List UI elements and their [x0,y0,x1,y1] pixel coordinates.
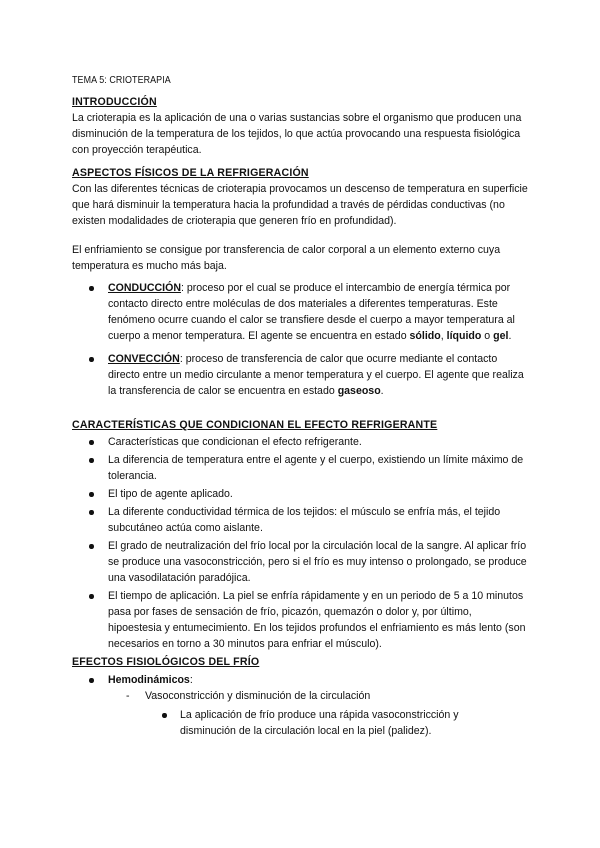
list-item [72,434,528,450]
sub-item-text: Vasoconstricción y disminución de la circulación [145,690,371,702]
bullet-icon [89,594,94,599]
list-item-hemodinamicos [72,672,528,688]
list-item [72,486,528,502]
hemodinamicos-label: Hemodinámicos [108,674,190,686]
aspectos-list [72,280,528,399]
list-item [72,504,528,536]
bullet-icon [89,510,94,515]
heading-introduccion: INTRODUCCIÓN [72,96,157,108]
colon: : [189,674,193,686]
efectos-list [72,672,528,688]
heading-efectos: EFECTOS FISIOLÓGICOS DEL FRÍO [72,656,260,668]
heading-aspectos-fisicos: ASPECTOS FÍSICOS DE LA REFRIGERACIÓN [72,167,309,179]
sub-sub-item [144,707,484,739]
heading-caracteristicas: CARACTERÍSTICAS QUE CONDICIONAN EL EFECTO REFRIGERANTE [72,419,438,431]
list-item-text: La diferencia de temperatura entre el agente y el cuerpo, existiendo un límite máximo de tolerancia. [108,454,524,482]
term-conveccion: CONVECCIÓN [108,353,180,365]
period: . [380,385,384,397]
list-item-conveccion [72,351,528,399]
intro-paragraph: La crioterapia es la aplicación de una o varias sustancias sobre el organismo que producen una disminución de la temperatura de los tejidos, lo que actúa provocando una respuesta fisiológica con proyección terapéutica. [72,112,522,156]
bullet-icon [89,357,94,362]
list-item [72,538,528,586]
bullet-icon [89,458,94,463]
bullet-icon [89,492,94,497]
bullet-icon [89,286,94,291]
separator: o [481,330,494,342]
state-gaseoso: gaseoso [337,385,381,397]
separator: , [440,330,447,342]
bullet-icon [162,713,167,718]
list-item [72,452,528,484]
aspectos-paragraph-2: El enfriamiento se consigue por transferencia de calor corporal a un elemento externo cuya temperatura es mucho más baja. [72,244,501,272]
state-gel: gel [493,330,509,342]
state-liquido: líquido [446,330,482,342]
list-item-text: El tiempo de aplicación. La piel se enfría rápidamente y en un periodo de 5 a 10 minutos pasa por fases de sensación de frío, picazón, quemazón o dolor y, por último, hipoestesia y entumecimiento. En los tejidos profundos el enfriamiento es más lento (son necesarios en torno a 30 minutos para enfriar el músculo). [108,590,526,650]
conveccion-text: : proceso de transferencia de calor que ocurre mediante el contacto directo entre un medio circulante a menor temperatura y el cuerpo. El agente que realiza la transferencia de calor se encuentra en estado [108,353,524,397]
list-item-text: El grado de neutralización del frío local por la circulación local de la sangre. Al aplicar frío se produce una vasoconstricción, pero si el frío es muy intenso o prolongado, se produce una vasodilatación paradójica. [108,540,527,584]
list-item [72,588,528,652]
list-item-text: El tipo de agente aplicado. [108,488,233,500]
bullet-icon [89,440,94,445]
list-item-conduccion [72,280,528,344]
aspectos-paragraph-1: Con las diferentes técnicas de crioterapia provocamos un descenso de temperatura en superficie que hará disminuir la temperatura hacia la profundidad a través de pérdidas conductivas (no existen modalidades de crioterapia que generen frío en profundidad). [72,183,528,227]
bullet-icon [89,678,94,683]
dash-marker: - [126,690,130,702]
term-conduccion: CONDUCCIÓN [108,282,181,294]
caracteristicas-list [72,434,528,652]
state-solido: sólido [409,330,441,342]
topic-title: TEMA 5: CRIOTERAPIA [72,74,171,86]
period: . [508,330,512,342]
conduccion-text: : proceso por el cual se produce el intercambio de energía térmica por contacto directo entre moléculas de dos materiales a diferentes temperaturas. Este fenómeno ocurre cuando el calor se transfiere desde el cuerpo a mayor temperatura al cuerpo a menor temperatura. El agente se encuentra en estado [108,282,515,342]
bullet-icon [89,544,94,549]
list-item-text: La diferente conductividad térmica de los tejidos: el músculo se enfría más, el tejido subcutáneo actúa como aislante. [108,506,501,534]
sub-sub-item-text: La aplicación de frío produce una rápida vasoconstricción y disminución de la circulación local en la piel (palidez). [180,709,459,737]
list-item-text: Características que condicionan el efecto refrigerante. [108,436,362,448]
